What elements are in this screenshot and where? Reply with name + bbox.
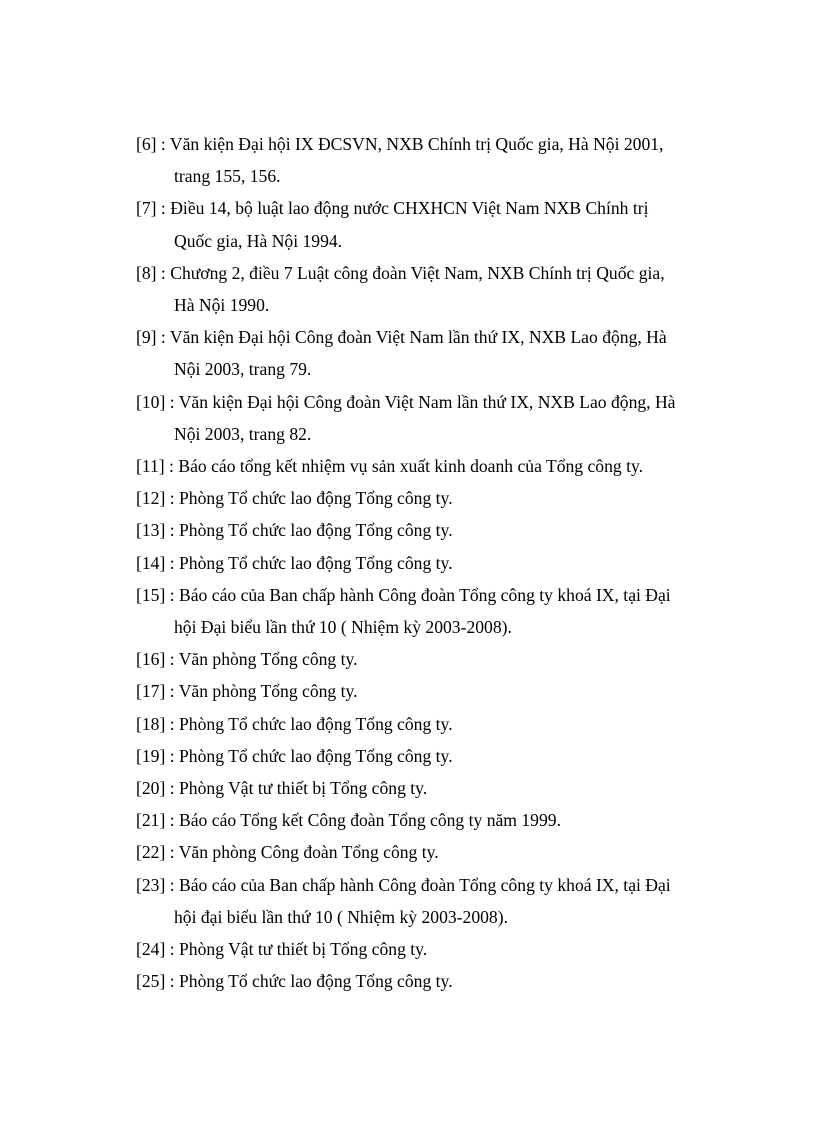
reference-label: [12] : (136, 488, 175, 509)
reference-item-13 (136, 514, 738, 546)
reference-label: [15] : (136, 584, 175, 605)
reference-label: [11] : (136, 456, 174, 477)
reference-item-10 (136, 386, 738, 450)
reference-text: Phòng Tổ chức lao động Tổng công ty. (179, 971, 453, 992)
reference-item-12 (136, 482, 738, 514)
reference-label: [10] : (136, 391, 175, 412)
reference-label: [7] : (136, 198, 166, 219)
reference-label: [17] : (136, 681, 175, 702)
reference-item-6 (136, 128, 738, 192)
reference-text: Phòng Vật tư thiết bị Tổng công ty. (179, 939, 428, 960)
reference-label: [20] : (136, 778, 175, 799)
reference-item-19 (136, 740, 738, 772)
reference-text: Điều 14, bộ luật lao động nước CHXHCN Việt Nam NXB Chính trị (170, 198, 649, 219)
reference-text: Phòng Tổ chức lao động Tổng công ty. (179, 713, 453, 734)
reference-item-24 (136, 933, 738, 965)
reference-label: [8] : (136, 262, 166, 283)
reference-text: Phòng Tổ chức lao động Tổng công ty. (179, 520, 453, 541)
reference-item-15 (136, 579, 738, 643)
reference-text-continued: Hà Nội 1990. (174, 295, 270, 316)
reference-label: [23] : (136, 874, 175, 895)
reference-text: Văn kiện Đại hội IX ĐCSVN, NXB Chính trị Quốc gia, Hà Nội 2001, (169, 134, 664, 154)
reference-text: Phòng Tổ chức lao động Tổng công ty. (179, 745, 453, 766)
reference-list (136, 128, 738, 997)
reference-label: [9] : (136, 327, 166, 348)
reference-item-8 (136, 257, 738, 321)
reference-text-continued: hội Đại biểu lần thứ 10 ( Nhiệm kỳ 2003-2008). (174, 617, 512, 638)
reference-item-18 (136, 708, 738, 740)
reference-text-continued: trang 155, 156. (174, 166, 281, 187)
reference-item-20 (136, 772, 738, 804)
reference-item-7 (136, 192, 738, 256)
reference-item-17 (136, 675, 738, 707)
reference-item-16 (136, 643, 738, 675)
reference-text: Báo cáo của Ban chấp hành Công đoàn Tổng công ty khoá IX, tại Đại (179, 584, 671, 605)
reference-item-9 (136, 321, 738, 385)
reference-text: Văn phòng Công đoàn Tổng công ty. (178, 842, 439, 863)
reference-label: [6] : (136, 134, 166, 154)
reference-item-23 (136, 869, 738, 933)
reference-text: Phòng Vật tư thiết bị Tổng công ty. (179, 778, 428, 799)
reference-item-21 (136, 804, 738, 836)
reference-text: Phòng Tổ chức lao động Tổng công ty. (179, 552, 453, 573)
reference-item-22 (136, 836, 738, 868)
reference-label: [16] : (136, 649, 175, 670)
reference-label: [21] : (136, 810, 175, 831)
reference-item-11 (136, 450, 738, 482)
reference-label: [18] : (136, 713, 175, 734)
reference-text-continued: Nội 2003, trang 79. (174, 359, 312, 380)
reference-text: Báo cáo của Ban chấp hành Công đoàn Tổng công ty khoá IX, tại Đại (179, 874, 671, 895)
reference-text: Phòng Tổ chức lao động Tổng công ty. (179, 488, 453, 509)
reference-text: Văn phòng Tổng công ty. (178, 649, 358, 670)
reference-label: [14] : (136, 552, 175, 573)
reference-label: [24] : (136, 939, 175, 960)
reference-text: Chương 2, điều 7 Luật công đoàn Việt Nam, NXB Chính trị Quốc gia, (170, 262, 665, 283)
reference-text-continued: Quốc gia, Hà Nội 1994. (174, 230, 343, 251)
reference-label: [22] : (136, 842, 175, 863)
reference-label: [13] : (136, 520, 175, 541)
reference-text-continued: hội đại biểu lần thứ 10 ( Nhiệm kỳ 2003-2008). (174, 906, 508, 927)
reference-item-25 (136, 965, 738, 997)
reference-text: Văn kiện Đại hội Công đoàn Việt Nam lần thứ IX, NXB Lao động, Hà (178, 391, 676, 412)
reference-label: [19] : (136, 745, 175, 766)
reference-text-continued: Nội 2003, trang 82. (174, 423, 312, 444)
reference-text: Văn kiện Đại hội Công đoàn Việt Nam lần thứ IX, NXB Lao động, Hà (169, 327, 667, 348)
reference-text: Báo cáo tổng kết nhiệm vụ sản xuất kinh doanh của Tổng công ty. (178, 456, 644, 477)
reference-label: [25] : (136, 971, 175, 992)
reference-text: Báo cáo Tổng kết Công đoàn Tổng công ty năm 1999. (179, 810, 561, 831)
reference-text: Văn phòng Tổng công ty. (178, 681, 358, 702)
reference-item-14 (136, 547, 738, 579)
